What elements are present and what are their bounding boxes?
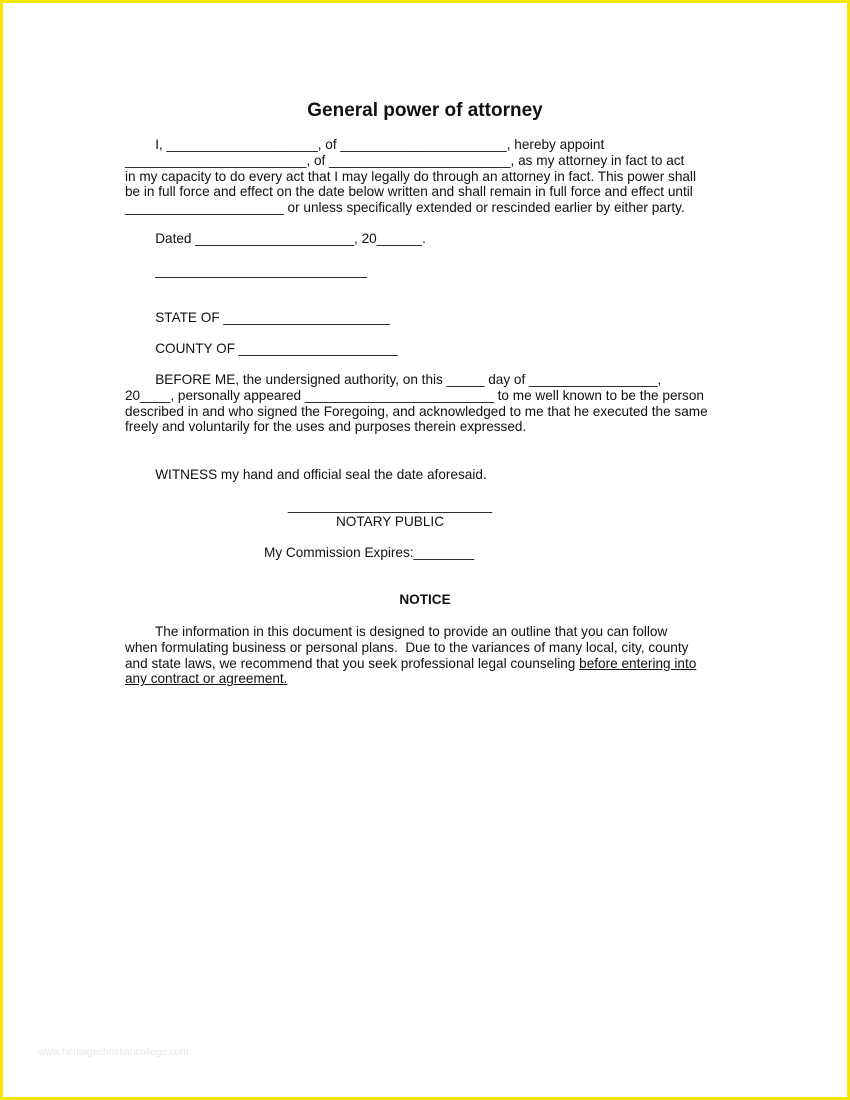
notice-line-3-plain: and state laws, we recommend that you seek professional legal counseling [125, 655, 580, 671]
notice-line-3 [125, 656, 725, 672]
notary-statement-line-3: described in and who signed the Foregoing, and acknowledged to me that he executed the same [125, 403, 708, 419]
county-of-line [125, 341, 725, 357]
dated-line-text: Dated _____________________, 20______. [125, 231, 426, 246]
appointment-line-4: be in full force and effect on the date below written and shall remain in full force and effect until [125, 184, 693, 200]
appointment-line-1: I, ____________________, of ______________________, hereby appoint [125, 137, 605, 152]
notary-statement-line-1: BEFORE ME, the undersigned authority, on this _____ day of _________________, [125, 372, 662, 387]
signature-line [125, 263, 725, 279]
notice-line-1: The information in this document is designed to provide an outline that you can follow [125, 624, 668, 639]
appointment-line-3: in my capacity to do every act that I may legally do through an attorney in fact. This power shall [125, 168, 696, 184]
state-of-text: STATE OF ______________________ [125, 310, 390, 325]
document-title: General power of attorney [307, 100, 543, 121]
watermark: www.heritagechristiancollege.com [38, 1047, 189, 1058]
witness-line-text: WITNESS my hand and official seal the date aforesaid. [125, 467, 487, 482]
notice-line-3-underlined: before entering into [579, 655, 697, 671]
state-of-line [125, 310, 725, 326]
county-of-text: COUNTY OF _____________________ [125, 341, 398, 356]
notary-statement-line-4: freely and voluntarily for the uses and purposes therein expressed. [125, 419, 527, 435]
commission-expires-text: My Commission Expires:________ [264, 545, 475, 560]
notary-signature-block [165, 498, 615, 530]
notary-signature-line: ___________________________ [287, 498, 493, 513]
appointment-line-5: _____________________ or unless specifically extended or rescinded earlier by either party. [125, 200, 685, 216]
notice-heading [125, 592, 725, 608]
appointment-paragraph [125, 137, 725, 216]
notary-statement-paragraph [125, 372, 725, 435]
notice-line-2: when formulating business or personal plans. Due to the variances of many local, city, county [125, 639, 689, 655]
notary-statement-line-2: 20____, personally appeared _________________________ to me well known to be the person [125, 387, 704, 403]
signature-line-text: ____________________________ [125, 263, 367, 278]
notice-paragraph [125, 624, 725, 687]
notice-heading-text: NOTICE [399, 592, 451, 607]
dated-line [125, 231, 725, 247]
notice-line-4: any contract or agreement. [125, 671, 288, 687]
notary-public-label: NOTARY PUBLIC [335, 513, 445, 529]
witness-line [125, 467, 725, 483]
appointment-line-2: ________________________, of ________________________, as my attorney in fact to act [125, 152, 685, 168]
commission-expires-line [264, 545, 664, 561]
